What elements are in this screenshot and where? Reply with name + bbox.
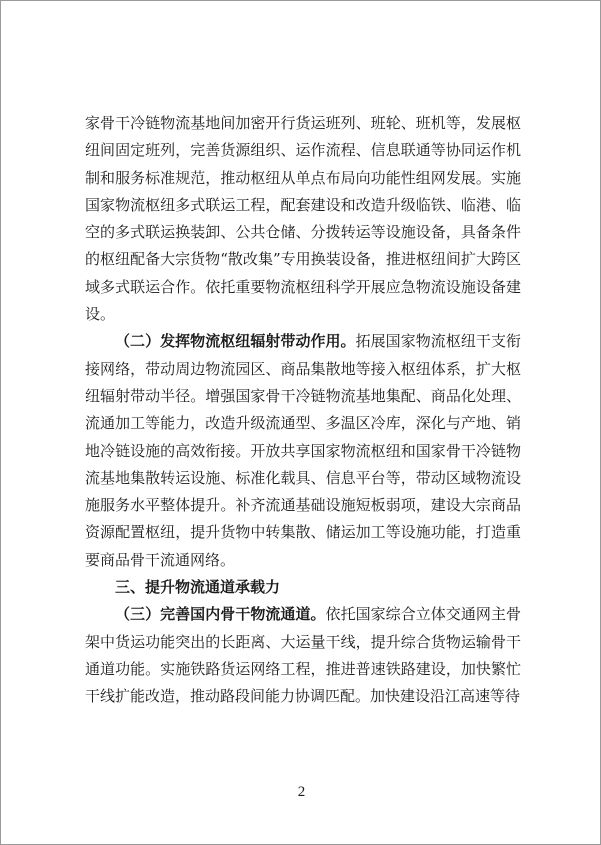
body-paragraph: 家骨干冷链物流基地间加密开行货运班列、班轮、班机等，发展枢纽间固定班列，完善货源组织、运作流程、信息联通等协同运作机制和服务标准规范，推动枢纽从单点布局向功能性组网发展。实施国家物流枢纽多式联运工程，配套建设和改造升级临铁、临港、临空的多式联运换装卸、公共仓储、分拨转运等设施设备，具备条件的枢纽配备大宗货物“散改集”专用换装设备，推进枢纽间扩大跨区域多式联运合作。依托重要物流枢纽科学开展应急物流设施设备建设。: [85, 114, 521, 324]
page-number: 2: [297, 784, 306, 800]
paragraph-body-text: 拓展国家物流枢纽干支衔接网络，带动周边物流园区、商品集散地等接入枢纽体系，扩大枢纽辐射带动半径。增强国家骨干冷链物流基地集配、商品化处理、流通加工等能力，改造升级流通型、多温区冷库，深化与产地、销地冷链设施的高效衔接。开放共享国家物流枢纽和国家骨干冷链物流基地集散转运设施、标准化载具、信息平台等，带动区域物流设施服务水平整体提升。补齐流通基础设施短板弱项，建设大宗商品资源配置枢纽，提升货物中转集散、储运加工等设施功能，打造重要商品骨干流通网络。: [85, 332, 521, 569]
section-heading: 三、提升物流通道承载力: [115, 578, 281, 597]
paragraph-body-text: 依托国家综合立体交通网主骨架中货运功能突出的长距离、大运量干线，提升综合货物运输骨干通道功能。实施铁路货运网络工程，推进普速铁路建设，加快繁忙干线扩能改造，推动路段间能力协调匹配。加快建设沿江高速等待: [85, 605, 521, 706]
paragraph-lead-heading: （二）发挥物流枢纽辐射带动作用。: [115, 332, 356, 351]
page-body: [85, 110, 521, 711]
section-paragraph-3: [85, 601, 521, 710]
paragraph-lead-heading: （三）完善国内骨干物流通道。: [115, 605, 326, 624]
section-paragraph-2: [85, 328, 521, 574]
